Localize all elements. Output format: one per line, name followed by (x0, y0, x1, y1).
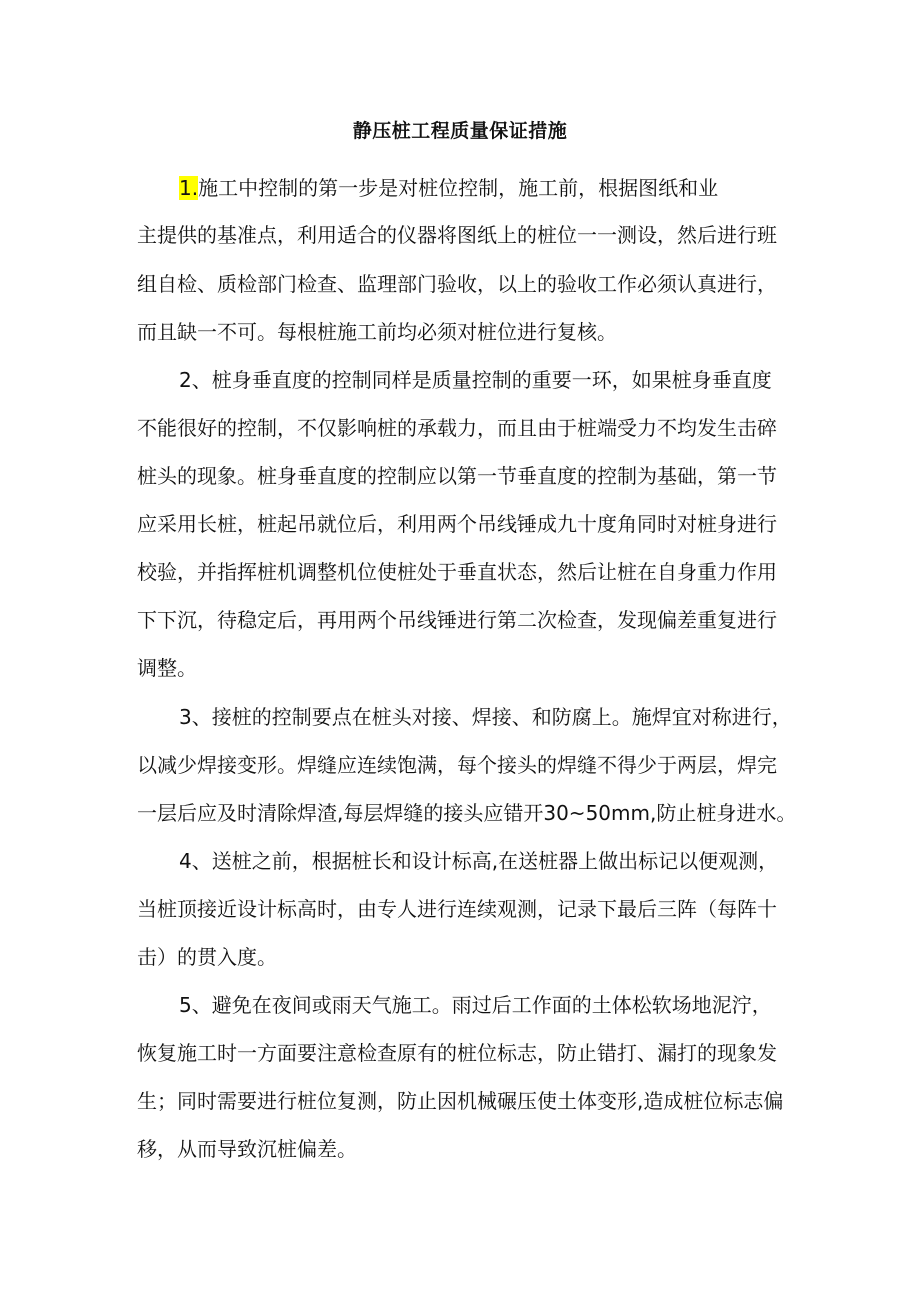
paragraph-2-line-2: 不能很好的控制，不仅影响桩的承载力，而且由于桩端受力不均发生击碎 (137, 416, 777, 440)
paragraph-1-line-1: 1.施工中控制的第一步是对桩位控制，施工前，根据图纸和业 (179, 176, 719, 200)
paragraph-3-line-1: 3、接桩的控制要点在桩头对接、焊接、和防腐上。施焊宜对称进行， (179, 705, 792, 729)
paragraph-5-line-2: 恢复施工时一方面要注意检查原有的桩位标志，防止错打、漏打的现象发 (137, 1041, 777, 1065)
paragraph-3-line-3: 一层后应及时清除焊渣,每层焊缝的接头应错开30~50mm,防止桩身进水。 (137, 801, 797, 825)
paragraph-2-line-3: 桩头的现象。桩身垂直度的控制应以第一节垂直度的控制为基础，第一节 (137, 464, 777, 488)
paragraph-2-line-1: 2、桩身垂直度的控制同样是质量控制的重要一环，如果桩身垂直度 (179, 368, 772, 392)
paragraph-number-highlight: 1. (179, 176, 199, 200)
paragraph-2-line-6: 下下沉，待稳定后，再用两个吊线锤进行第二次检查，发现偏差重复进行 (137, 608, 777, 632)
paragraph-2-line-7: 调整。 (137, 656, 197, 680)
paragraph-5-line-3: 生；同时需要进行桩位复测，防止因机械碾压使土体变形,造成桩位标志偏 (137, 1089, 784, 1113)
paragraph-5-line-4: 移，从而导致沉桩偏差。 (137, 1137, 357, 1161)
paragraph-2-line-4: 应采用长桩，桩起吊就位后，利用两个吊线锤成九十度角同时对桩身进行 (137, 512, 777, 536)
paragraph-1-line-3: 组自检、质检部门检查、监理部门验收，以上的验收工作必须认真进行， (137, 272, 777, 296)
paragraph-1-line-4: 而且缺一不可。每根桩施工前均必须对桩位进行复核。 (137, 320, 617, 344)
paragraph-4-line-1: 4、送桩之前，根据桩长和设计标高,在送桩器上做出标记以便观测， (179, 849, 779, 873)
paragraph-1-line-2: 主提供的基准点，利用适合的仪器将图纸上的桩位一一测设，然后进行班 (137, 223, 777, 247)
paragraph-4-line-2: 当桩顶接近设计标高时，由专人进行连续观测，记录下最后三阵（每阵十 (137, 897, 777, 921)
document-title: 静压桩工程质量保证措施 (352, 120, 568, 142)
paragraph-3-line-2: 以减少焊接变形。焊缝应连续饱满，每个接头的焊缝不得少于两层，焊完 (137, 753, 777, 777)
paragraph-4-line-3: 击）的贯入度。 (137, 945, 277, 969)
paragraph-2-line-5: 校验，并指挥桩机调整机位使桩处于垂直状态，然后让桩在自身重力作用 (137, 560, 777, 584)
paragraph-5-line-1: 5、避免在夜间或雨天气施工。雨过后工作面的土体松软场地泥泞， (179, 993, 772, 1017)
